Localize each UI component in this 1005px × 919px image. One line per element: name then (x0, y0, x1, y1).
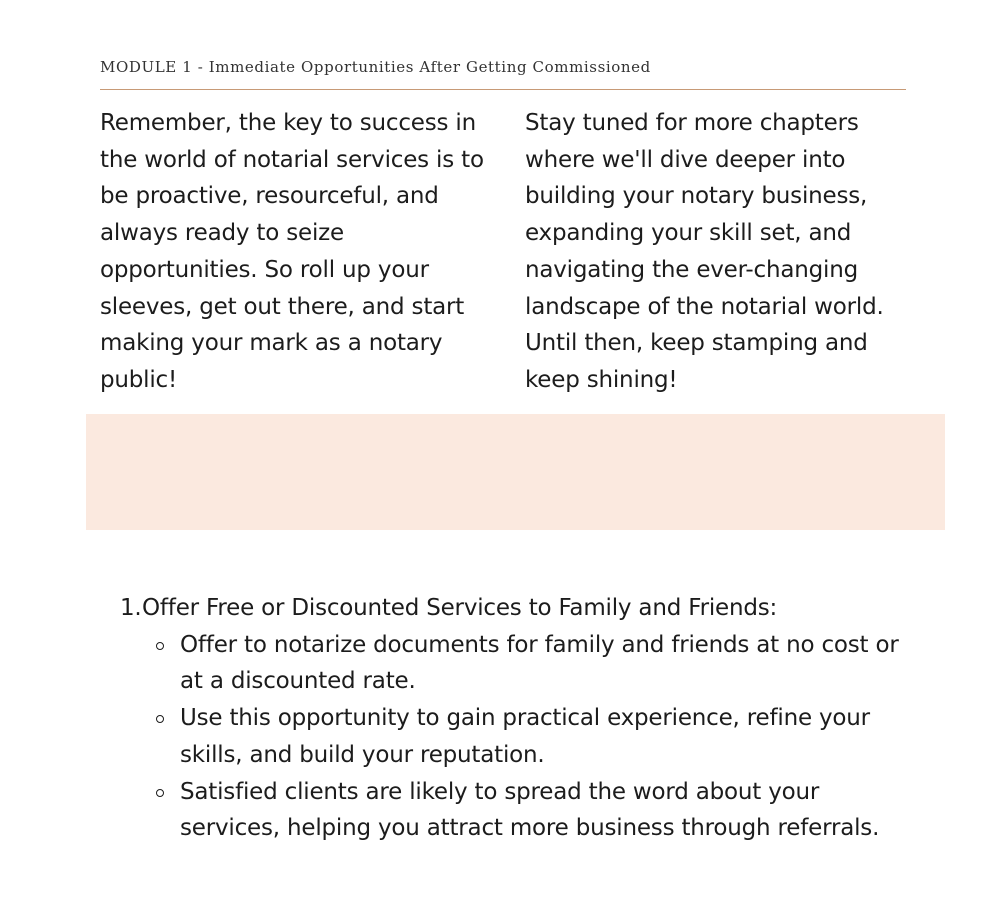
list-item-title: Offer Free or Discounted Services to Family and Friends: (142, 595, 778, 621)
right-column-paragraph: Stay tuned for more chapters where we'll dive deeper into building your notary business, expanding your skill set, and navigating the ever-changing landscape of the notarial world. Until then, keep stamping and keep shining! (525, 110, 884, 393)
hollow-bullet-icon (156, 715, 164, 723)
hollow-bullet-icon (156, 642, 164, 650)
decorative-band (86, 414, 945, 530)
sub-bullet-text: Offer to notarize documents for family and friends at no cost or at a discounted rate. (180, 631, 899, 695)
sub-bullet-list (120, 627, 920, 847)
sub-bullet-text: Satisfied clients are likely to spread the word about your services, helping you attract more business through referrals. (180, 778, 880, 842)
sub-bullet-item (120, 627, 920, 700)
module-header: MODULE 1 - Immediate Opportunities After Getting Commissioned (100, 58, 651, 76)
header-divider (100, 89, 906, 90)
numbered-list (120, 590, 920, 847)
hollow-bullet-icon (156, 789, 164, 797)
list-item-1 (120, 590, 920, 627)
sub-bullet-text: Use this opportunity to gain practical experience, refine your skills, and build your reputation. (180, 705, 870, 768)
sub-bullet-item (120, 774, 920, 847)
left-column-paragraph: Remember, the key to success in the world of notarial services is to be proactive, resourceful, and always ready to seize opportunities. So roll up your sleeves, get out there, and start making your mark as a notary public! (100, 110, 484, 393)
sub-bullet-item (120, 700, 920, 773)
list-item-number: 1. (120, 595, 142, 621)
